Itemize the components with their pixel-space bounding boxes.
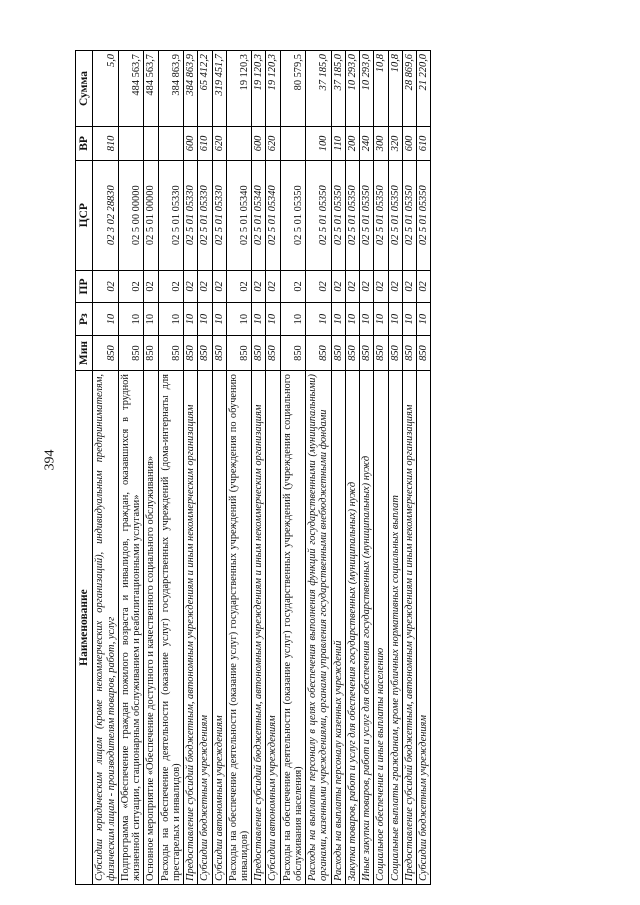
- cell-sum: 65 412,2: [198, 51, 212, 127]
- cell-vr: 600: [184, 126, 198, 160]
- table-row: [360, 51, 374, 885]
- table-row: [280, 51, 305, 885]
- table-row: [226, 51, 251, 885]
- cell-csr: 02 5 01 05330: [158, 160, 183, 270]
- cell-vr: 600: [402, 126, 416, 160]
- rotated-table-wrapper: [75, 50, 431, 885]
- cell-name: Расходы на выплаты персоналу казенных учреждений: [331, 371, 345, 885]
- cell-rz: 10: [118, 303, 143, 336]
- table-row: [266, 51, 280, 885]
- cell-sum: 28 869,6: [402, 51, 416, 127]
- cell-pr: 02: [306, 270, 331, 303]
- budget-table: [75, 50, 431, 885]
- cell-sum: 19 120,3: [226, 51, 251, 127]
- cell-rz: 10: [198, 303, 212, 336]
- cell-name: Предоставление субсидий бюджетным, автономным учреждениям и иным некоммерческим организациям: [252, 371, 266, 885]
- cell-vr: 610: [417, 126, 431, 160]
- cell-vr: 600: [252, 126, 266, 160]
- page-number: 394: [42, 449, 58, 471]
- cell-csr: 02 5 01 05350: [306, 160, 331, 270]
- cell-sum: 384 863,9: [184, 51, 198, 127]
- cell-min: 850: [280, 336, 305, 371]
- cell-vr: [226, 126, 251, 160]
- cell-vr: 300: [374, 126, 388, 160]
- cell-min: 850: [374, 336, 388, 371]
- cell-pr: 02: [118, 270, 143, 303]
- header-name: Наименование: [76, 371, 93, 885]
- cell-name: Субсидии юридическим лицам (кроме некоммерческих организаций), индивидуальным предпринимателям, физическим лицам - производителям товаров, работ, услуг: [93, 371, 118, 885]
- cell-name: Субсидии бюджетным учреждениям: [417, 371, 431, 885]
- table-row: [345, 51, 359, 885]
- cell-sum: 19 120,3: [252, 51, 266, 127]
- cell-pr: 02: [184, 270, 198, 303]
- cell-sum: 37 185,0: [306, 51, 331, 127]
- cell-vr: 810: [93, 126, 118, 160]
- table-row: [388, 51, 402, 885]
- cell-min: 850: [212, 336, 226, 371]
- cell-name: Социальное обеспечение и иные выплаты населению: [374, 371, 388, 885]
- cell-csr: 02 5 01 05340: [226, 160, 251, 270]
- cell-csr: 02 5 01 05350: [388, 160, 402, 270]
- header-vr: ВР: [76, 126, 93, 160]
- table-body: [93, 51, 431, 885]
- cell-min: 850: [144, 336, 158, 371]
- cell-vr: 240: [360, 126, 374, 160]
- cell-min: 850: [402, 336, 416, 371]
- cell-sum: 10 293,0: [345, 51, 359, 127]
- cell-rz: 10: [158, 303, 183, 336]
- cell-sum: 80 579,5: [280, 51, 305, 127]
- table-row: [374, 51, 388, 885]
- cell-vr: 610: [198, 126, 212, 160]
- cell-pr: 02: [252, 270, 266, 303]
- header-rz: Рз: [76, 303, 93, 336]
- table-row: [118, 51, 143, 885]
- cell-rz: 10: [402, 303, 416, 336]
- cell-min: 850: [226, 336, 251, 371]
- cell-pr: 02: [266, 270, 280, 303]
- cell-name: Субсидии бюджетным учреждениям: [198, 371, 212, 885]
- cell-sum: 5,0: [93, 51, 118, 127]
- cell-csr: 02 5 01 05340: [252, 160, 266, 270]
- cell-csr: 02 5 01 05350: [417, 160, 431, 270]
- cell-vr: 620: [266, 126, 280, 160]
- cell-pr: 02: [374, 270, 388, 303]
- cell-vr: 110: [331, 126, 345, 160]
- table-row: [93, 51, 118, 885]
- cell-rz: 10: [388, 303, 402, 336]
- cell-csr: 02 5 01 05330: [184, 160, 198, 270]
- cell-csr: 02 5 01 05350: [345, 160, 359, 270]
- cell-min: 850: [306, 336, 331, 371]
- cell-min: 850: [417, 336, 431, 371]
- cell-csr: 02 5 01 05350: [331, 160, 345, 270]
- cell-csr: 02 5 01 05340: [266, 160, 280, 270]
- cell-min: 850: [388, 336, 402, 371]
- cell-vr: 320: [388, 126, 402, 160]
- cell-min: 850: [331, 336, 345, 371]
- cell-sum: 319 451,7: [212, 51, 226, 127]
- header-pr: ПР: [76, 270, 93, 303]
- cell-sum: 10,8: [388, 51, 402, 127]
- table-row: [402, 51, 416, 885]
- cell-csr: 02 5 01 05350: [402, 160, 416, 270]
- cell-rz: 10: [280, 303, 305, 336]
- cell-name: Закупка товаров, работ и услуг для обеспечения государственных (муниципальных) нужд: [345, 371, 359, 885]
- cell-pr: 02: [388, 270, 402, 303]
- cell-rz: 10: [374, 303, 388, 336]
- cell-name: Расходы на обеспечение деятельности (оказание услуг) государственных учреждений (дома-интернаты для престарелых и инвалидов): [158, 371, 183, 885]
- cell-pr: 02: [212, 270, 226, 303]
- cell-vr: [280, 126, 305, 160]
- table-row: [184, 51, 198, 885]
- cell-csr: 02 5 01 05350: [280, 160, 305, 270]
- cell-vr: [118, 126, 143, 160]
- table-header-row: [76, 51, 93, 885]
- cell-name: Расходы на выплаты персоналу в целях обеспечения выполнения функций государственными (муниципальными) органами, казенными учреждениями, органами управления государственными внебюджетными фондами: [306, 371, 331, 885]
- cell-name: Расходы на обеспечение деятельности (оказание услуг) государственных учреждений (учреждения по обучению инвалидов): [226, 371, 251, 885]
- cell-name: Подпрограмма «Обеспечение граждан пожилого возраста и инвалидов, граждан, оказавшихся в трудной жизненной ситуации, стационарным обслуживанием и реабилитационными услугами»: [118, 371, 143, 885]
- table-row: [306, 51, 331, 885]
- cell-rz: 10: [184, 303, 198, 336]
- table-row: [144, 51, 158, 885]
- cell-vr: [144, 126, 158, 160]
- cell-name: Субсидии автономным учреждениям: [266, 371, 280, 885]
- cell-csr: 02 5 01 05350: [374, 160, 388, 270]
- cell-pr: 02: [198, 270, 212, 303]
- cell-min: 850: [198, 336, 212, 371]
- cell-sum: 10 293,0: [360, 51, 374, 127]
- cell-sum: 384 863,9: [158, 51, 183, 127]
- cell-vr: 100: [306, 126, 331, 160]
- cell-rz: 10: [212, 303, 226, 336]
- cell-rz: 10: [331, 303, 345, 336]
- cell-min: 850: [93, 336, 118, 371]
- cell-pr: 02: [280, 270, 305, 303]
- cell-min: 850: [158, 336, 183, 371]
- table-row: [212, 51, 226, 885]
- cell-name: Расходы на обеспечение деятельности (оказание услуг) государственных учреждений (учреждения социального обслуживания населения): [280, 371, 305, 885]
- cell-sum: 37 185,0: [331, 51, 345, 127]
- cell-min: 850: [345, 336, 359, 371]
- table-row: [198, 51, 212, 885]
- cell-sum: 484 563,7: [118, 51, 143, 127]
- cell-pr: 02: [93, 270, 118, 303]
- cell-sum: 21 220,0: [417, 51, 431, 127]
- cell-name: Субсидии автономным учреждениям: [212, 371, 226, 885]
- cell-rz: 10: [306, 303, 331, 336]
- cell-name: Предоставление субсидий бюджетным, автономным учреждениям и иным некоммерческим организациям: [184, 371, 198, 885]
- cell-rz: 10: [144, 303, 158, 336]
- cell-pr: 02: [331, 270, 345, 303]
- cell-rz: 10: [360, 303, 374, 336]
- cell-csr: 02 5 01 05330: [198, 160, 212, 270]
- cell-pr: 02: [402, 270, 416, 303]
- cell-csr: 02 5 01 05350: [360, 160, 374, 270]
- cell-name: Иные закупки товаров, работ и услуг для обеспечения государственных (муниципальных) нужд: [360, 371, 374, 885]
- cell-min: 850: [252, 336, 266, 371]
- cell-pr: 02: [360, 270, 374, 303]
- cell-pr: 02: [226, 270, 251, 303]
- cell-min: 850: [266, 336, 280, 371]
- cell-name: Социальные выплаты гражданам, кроме публичных нормативных социальных выплат: [388, 371, 402, 885]
- cell-pr: 02: [144, 270, 158, 303]
- header-min: Мин: [76, 336, 93, 371]
- cell-sum: 484 563,7: [144, 51, 158, 127]
- cell-sum: 10,8: [374, 51, 388, 127]
- header-csr: ЦСР: [76, 160, 93, 270]
- cell-rz: 10: [417, 303, 431, 336]
- cell-pr: 02: [417, 270, 431, 303]
- cell-csr: 02 5 00 00000: [118, 160, 143, 270]
- cell-min: 850: [118, 336, 143, 371]
- cell-pr: 02: [345, 270, 359, 303]
- cell-rz: 10: [93, 303, 118, 336]
- cell-csr: 02 5 01 05330: [212, 160, 226, 270]
- cell-rz: 10: [266, 303, 280, 336]
- table-row: [158, 51, 183, 885]
- cell-vr: 620: [212, 126, 226, 160]
- table-row: [417, 51, 431, 885]
- cell-vr: [158, 126, 183, 160]
- table-row: [331, 51, 345, 885]
- cell-pr: 02: [158, 270, 183, 303]
- cell-name: Основное мероприятие «Обеспечение доступного и качественного социального обслуживания»: [144, 371, 158, 885]
- cell-csr: 02 3 02 28830: [93, 160, 118, 270]
- cell-rz: 10: [345, 303, 359, 336]
- header-sum: Сумма: [76, 51, 93, 127]
- cell-vr: 200: [345, 126, 359, 160]
- table-row: [252, 51, 266, 885]
- cell-rz: 10: [226, 303, 251, 336]
- cell-csr: 02 5 01 00000: [144, 160, 158, 270]
- cell-name: Предоставление субсидий бюджетным, автономным учреждениям и иным некоммерческим организациям: [402, 371, 416, 885]
- cell-rz: 10: [252, 303, 266, 336]
- cell-min: 850: [184, 336, 198, 371]
- cell-sum: 19 120,3: [266, 51, 280, 127]
- cell-min: 850: [360, 336, 374, 371]
